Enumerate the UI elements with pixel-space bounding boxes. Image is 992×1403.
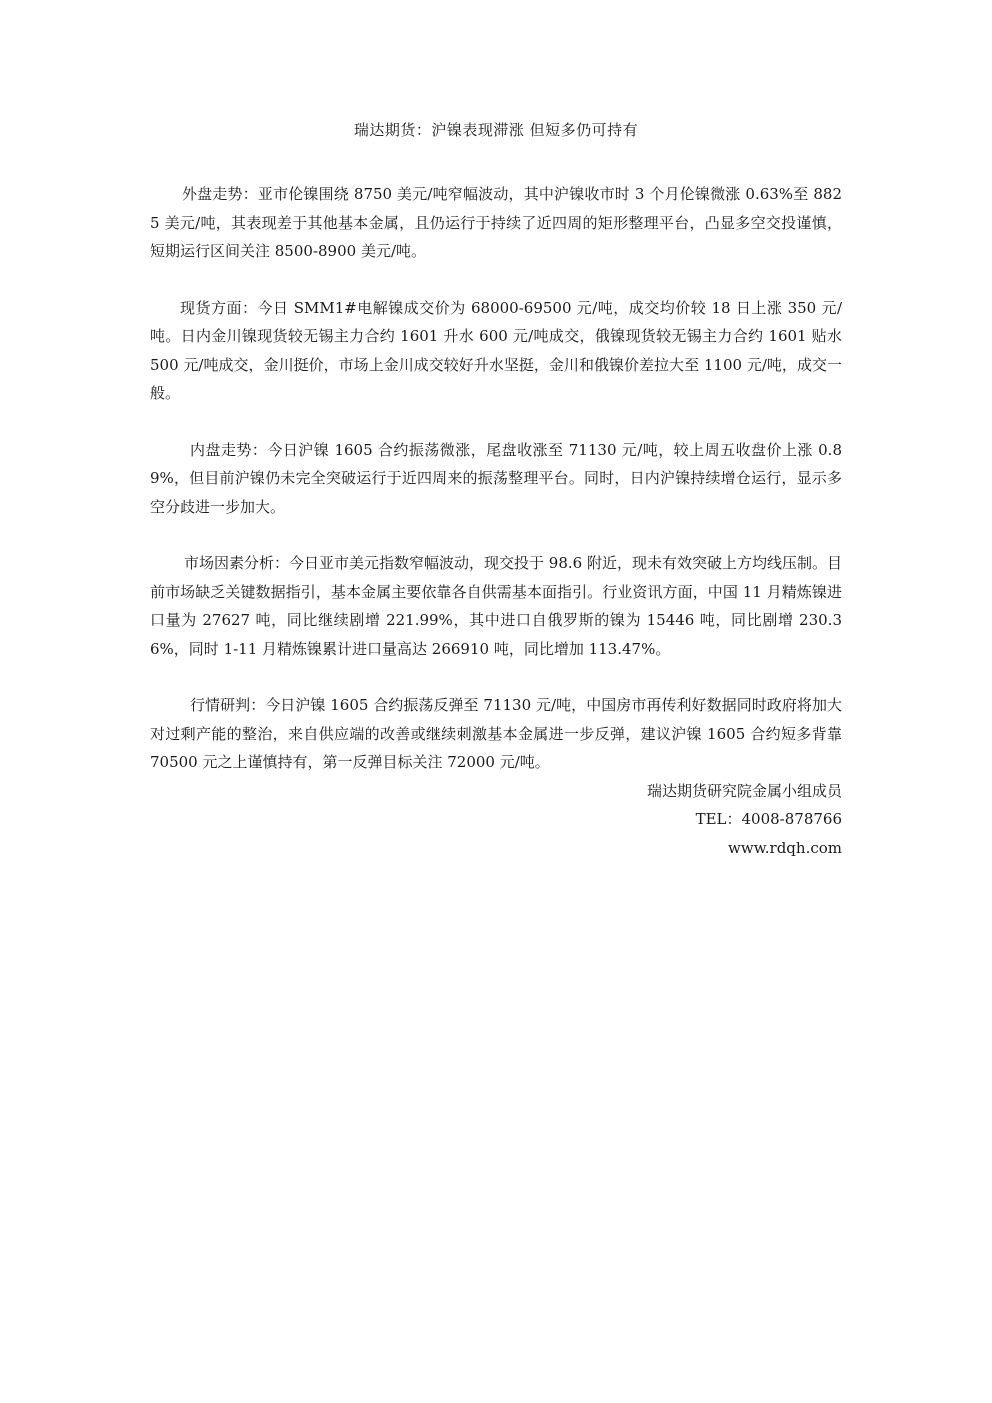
signature-author: 瑞达期货研究院金属小组成员 [646,781,842,800]
paragraph-domestic-market: 内盘走势：今日沪镍 1605 合约振荡微涨，尾盘收涨至 71130 元/吨，较上周五收盘价上涨 0.89%，但目前沪镍仍未完全突破运行于近四周来的振荡整理平台。同时，日内沪镍持续增仓运行，显示多空分歧进一步加大。 [150,440,842,516]
paragraph-overseas-market: 外盘走势：亚市伦镍围绕 8750 美元/吨窄幅波动，其中沪镍收市时 3 个月伦镍微涨 0.63%至 8825 美元/吨，其表现差于其他基本金属，且仍运行于持续了近四周的矩形整理平台，凸显多空交投谨慎，短期运行区间关注 8500-8900 美元/吨。 [150,185,842,260]
paragraph-market-outlook: 行情研判：今日沪镍 1605 合约振荡反弹至 71130 元/吨，中国房市再传利好数据同时政府将加大对过剩产能的整治，来自供应端的改善或继续刺激基本金属进一步反弹，建议沪镍 1605 合约短多背靠 70500 元之上谨慎持有，第一反弹目标关注 72000 元/吨。 [150,696,842,771]
paragraph-spot-market: 现货方面：今日 SMM1#电解镍成交价为 68000-69500 元/吨，成交均价较 18 日上涨 350 元/吨。日内金川镍现货较无锡主力合约 1601 升水 600 元/吨成交，俄镍现货较无锡主力合约 1601 贴水 500 元/吨成交，金川挺价，市场上金川成交较好升水坚挺，金川和俄镍价差拉大至 1100 元/吨，成交一般。 [150,298,842,402]
signature-block [150,777,842,863]
signature-website: www.rdqh.com [728,838,842,857]
document-body [150,118,842,862]
paragraph-market-factors: 市场因素分析：今日亚市美元指数窄幅波动，现交投于 98.6 附近，现未有效突破上方均线压制。目前市场缺乏关键数据指引，基本金属主要依靠各自供需基本面指引。行业资讯方面，中国 11 月精炼镍进口量为 27627 吨，同比继续剧增 221.99%，其中进口自俄罗斯的镍为 15446 吨，同比剧增 230.36%，同时 1-11 月精炼镍累计进口量高达 266910 吨，同比增加 113.47%。 [150,554,842,658]
signature-tel: TEL：4008-878766 [695,810,842,828]
document-title: 瑞达期货：沪镍表现滞涨 但短多仍可持有 [353,121,639,139]
